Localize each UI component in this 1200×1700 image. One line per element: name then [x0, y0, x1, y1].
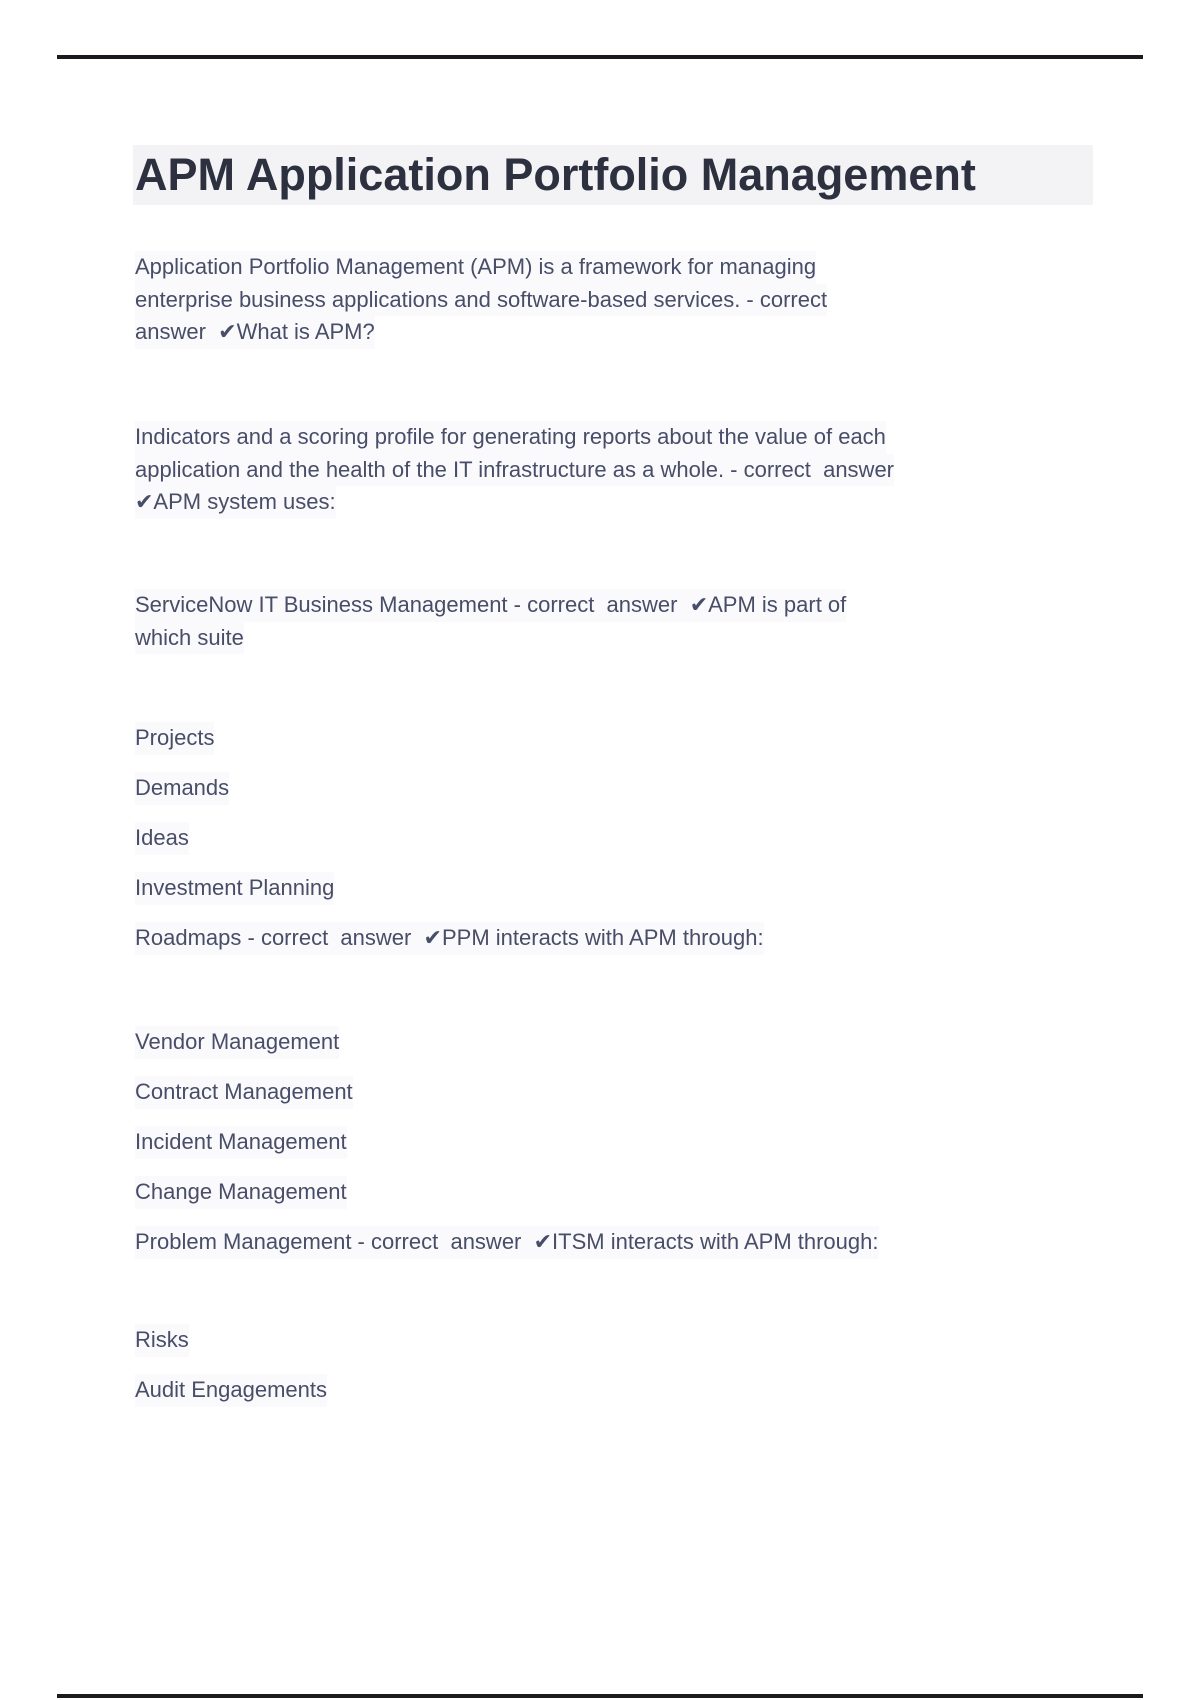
qa-block-risks-audit — [135, 1324, 1035, 1407]
text-line: enterprise business applications and software-based services. - correct — [135, 284, 827, 317]
text-line: Investment Planning — [135, 872, 334, 905]
text-line: Ideas — [135, 822, 189, 855]
text-line: answer ✔What is APM? — [135, 316, 375, 349]
text-line: Contract Management — [135, 1076, 353, 1109]
qa-block-itsm-interactions — [135, 1026, 1035, 1259]
text-line: Application Portfolio Management (APM) is a framework for managing — [135, 251, 816, 284]
page-title: APM Application Portfolio Management — [135, 149, 976, 200]
qa-block-ppm-interactions — [135, 722, 1035, 955]
text-line: Demands — [135, 772, 229, 805]
bottom-divider — [57, 1694, 1143, 1698]
top-divider — [57, 55, 1143, 59]
text-line: Incident Management — [135, 1126, 347, 1159]
text-line: Roadmaps - correct answer ✔PPM interacts with APM through: — [135, 922, 764, 955]
text-line: Indicators and a scoring profile for generating reports about the value of each — [135, 421, 886, 454]
text-line: Projects — [135, 722, 214, 755]
text-line: ServiceNow IT Business Management - correct answer ✔APM is part of — [135, 589, 846, 622]
title-highlight — [133, 145, 1093, 205]
text-line: ✔APM system uses: — [135, 486, 336, 519]
text-line: Vendor Management — [135, 1026, 339, 1059]
qa-block-what-is-apm — [135, 251, 1035, 349]
text-line: Change Management — [135, 1176, 347, 1209]
text-line: Problem Management - correct answer ✔ITSM interacts with APM through: — [135, 1226, 879, 1259]
text-line: which suite — [135, 622, 244, 655]
text-line: Risks — [135, 1324, 189, 1357]
qa-block-apm-system-uses — [135, 421, 1035, 519]
text-line: Audit Engagements — [135, 1374, 327, 1407]
text-line: application and the health of the IT infrastructure as a whole. - correct answer — [135, 454, 894, 487]
qa-block-apm-suite — [135, 589, 1035, 654]
